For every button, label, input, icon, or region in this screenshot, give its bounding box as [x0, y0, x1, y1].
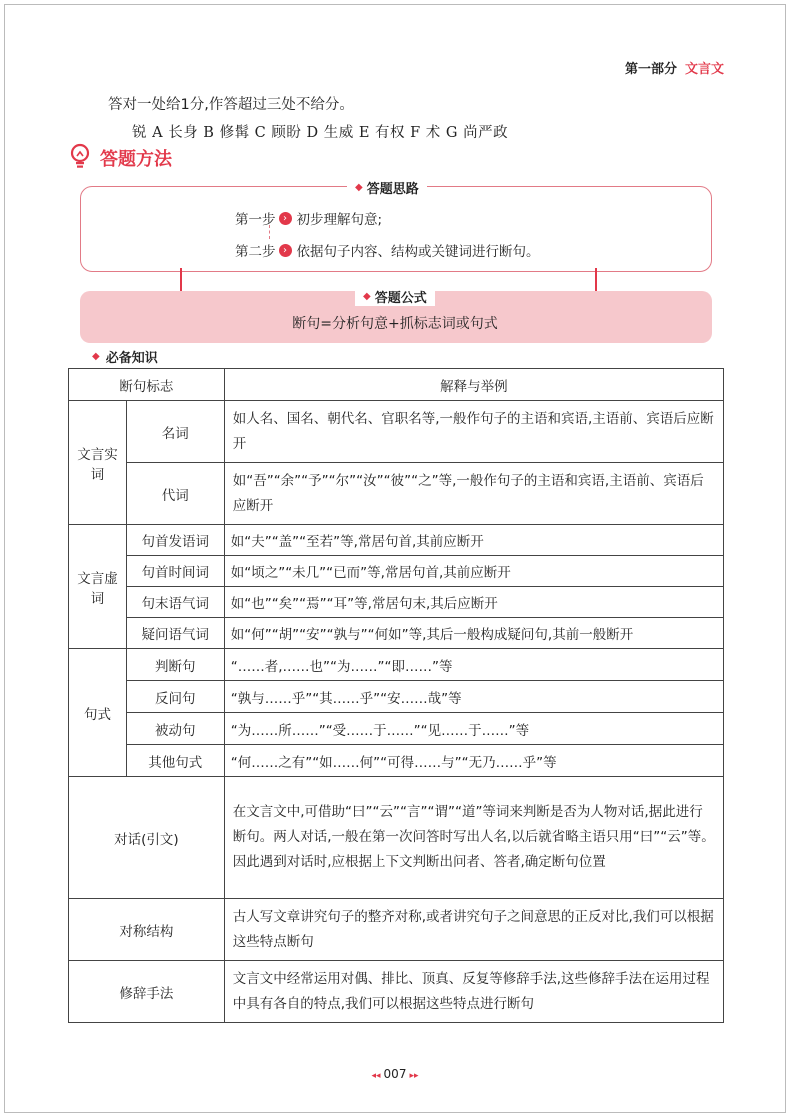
diamond-icon: ◆: [363, 290, 371, 302]
step-1-label: 第一步: [235, 212, 276, 228]
sub-label: 被动句: [126, 713, 224, 745]
explanation: “为……所……”“受……于……”“见……于……”等: [224, 713, 723, 745]
step-2-text: 依据句子内容、结构或关键词进行断句。: [296, 244, 540, 260]
chevron-right-icon: ›: [279, 212, 292, 225]
lightbulb-icon: [68, 143, 92, 173]
explanation: 如“夫”“盖”“至若”等,常居句首,其前应断开: [224, 525, 723, 556]
explanation: 文言文中经常运用对偶、排比、顶真、反复等修辞手法,这些修辞手法在运用过程中具有各自的特点,我们可以根据这些特点进行断句: [224, 961, 723, 1023]
approach-label-text: 答题思路: [366, 181, 419, 197]
double-left-arrow-icon: ◂◂: [371, 1071, 381, 1081]
answer-options: 锐 A 长身 B 修髯 C 顾盼 D 生威 E 有权 F 术 G 尚严政: [132, 125, 509, 141]
explanation: 古人写文章讲究句子的整齐对称,或者讲究句子之间意思的正反对比,我们可以根据这些特点断句: [224, 899, 723, 961]
page-footer: [0, 1067, 790, 1081]
table-header-col1: 断句标志: [69, 369, 225, 401]
step-2-label: 第二步: [235, 244, 276, 260]
explanation: “何……之有”“如……何”“可得……与”“无乃……乎”等: [224, 745, 723, 777]
approach-label: [347, 177, 427, 197]
table-row: [69, 525, 724, 556]
knowledge-table: [68, 368, 724, 1023]
running-header: [625, 58, 724, 77]
step-connector: [269, 225, 270, 239]
table-row: [69, 713, 724, 745]
page-number: 007: [383, 1067, 407, 1081]
single-label: 对称结构: [69, 899, 225, 961]
diamond-icon: ◆: [92, 351, 100, 362]
diamond-icon: ◆: [355, 181, 363, 193]
table-row: [69, 681, 724, 713]
formula-label-text: 答题公式: [374, 290, 427, 306]
sub-label: 代词: [126, 463, 224, 525]
table-row: [69, 745, 724, 777]
header-section: 文言文: [684, 62, 724, 77]
table-row: [69, 961, 724, 1023]
header-part: 第一部分: [624, 62, 677, 77]
group-label: 句式: [69, 649, 127, 777]
sub-label: 句首发语词: [126, 525, 224, 556]
table-row: [69, 587, 724, 618]
sub-label: 疑问语气词: [126, 618, 224, 649]
table-row: [69, 556, 724, 587]
explanation: 如“何”“胡”“安”“孰与”“何如”等,其后一般构成疑问句,其前一般断开: [224, 618, 723, 649]
table-row: [69, 618, 724, 649]
formula-label: [355, 286, 435, 306]
sub-label: 名词: [126, 401, 224, 463]
single-label: 对话(引文): [69, 777, 225, 899]
table-row: [69, 649, 724, 681]
explanation: 如人名、国名、朝代名、官职名等,一般作句子的主语和宾语,主语前、宾语后应断开: [224, 401, 723, 463]
chevron-right-icon: ›: [279, 244, 292, 257]
sub-label: 句首时间词: [126, 556, 224, 587]
knowledge-heading: [92, 347, 158, 366]
step-1: [235, 208, 382, 228]
table-row: [69, 401, 724, 463]
group-label: 文言实词: [69, 401, 127, 525]
sub-label: 判断句: [126, 649, 224, 681]
knowledge-title: 必备知识: [105, 351, 158, 366]
step-2: [235, 240, 540, 260]
explanation: 如“顷之”“未几”“已而”等,常居句首,其前应断开: [224, 556, 723, 587]
method-section-title: [68, 144, 172, 172]
single-label: 修辞手法: [69, 961, 225, 1023]
step-1-text: 初步理解句意;: [296, 212, 383, 228]
explanation: 如“也”“矣”“焉”“耳”等,常居句末,其后应断开: [224, 587, 723, 618]
double-right-arrow-icon: ▸▸: [409, 1071, 419, 1081]
answer-note: 答对一处给1分,作答超过三处不给分。: [108, 97, 354, 113]
table-row: [69, 463, 724, 525]
table-row: [69, 777, 724, 899]
table-row: [69, 899, 724, 961]
group-label: 文言虚词: [69, 525, 127, 649]
method-title: 答题方法: [100, 149, 172, 170]
table-header-row: [69, 369, 724, 401]
table-header-col2: 解释与举例: [224, 369, 723, 401]
formula-text: 断句=分析句意+抓标志词或句式: [292, 316, 498, 332]
sub-label: 句末语气词: [126, 587, 224, 618]
explanation: 在文言文中,可借助“曰”“云”“言”“谓”“道”等词来判断是否为人物对话,据此进行断句。两人对话,一般在第一次问答时写出人名,以后就省略主语只用“曰”“云”等。因此遇到对话时,应根据上下文判断出问者、答者,确定断句位置: [224, 777, 723, 899]
explanation: “……者,……也”“为……”“即……”等: [224, 649, 723, 681]
explanation: “孰与……乎”“其……乎”“安……哉”等: [224, 681, 723, 713]
sub-label: 反问句: [126, 681, 224, 713]
sub-label: 其他句式: [126, 745, 224, 777]
explanation: 如“吾”“余”“予”“尔”“汝”“彼”“之”等,一般作句子的主语和宾语,主语前、宾语后应断开: [224, 463, 723, 525]
